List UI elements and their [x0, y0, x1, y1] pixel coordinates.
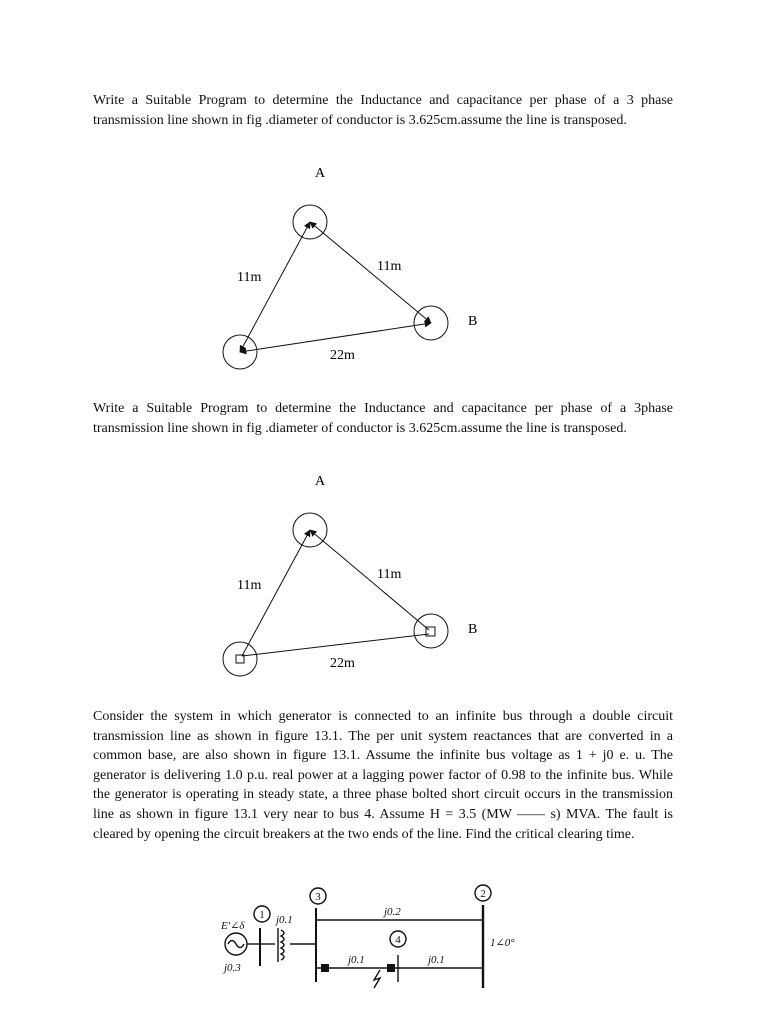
line-left-reactance: j0.1 [348, 954, 365, 966]
bus-2-number: 2 [480, 888, 486, 900]
problem-2-text: Write a Suitable Program to determine the Inductance and capacitance per phase of a 3phase transmission line shown in fig .diameter of conductor is 3.625cm.assume the line is transposed. [93, 401, 673, 436]
infinite-bus-voltage: 1∠0° [490, 937, 515, 949]
label-side-left: 11m [237, 270, 262, 285]
line-right-reactance: j0.1 [428, 954, 445, 966]
conductor-triangle-figure-1 [0, 160, 768, 380]
conductor-c [223, 642, 257, 676]
label-a: A [315, 166, 326, 181]
problem-1-text: Write a Suitable Program to determine the Inductance and capacitance per phase of a 3 phase transmission line shown in fig .diameter of conductor is 3.625cm.assume the line is transposed. [93, 93, 673, 128]
xfmr-reactance: j0.1 [276, 914, 293, 926]
breaker-left [321, 964, 329, 972]
gen-label: E'∠δ [221, 920, 245, 932]
bus-4-number: 4 [395, 934, 401, 946]
breaker-right [387, 964, 395, 972]
conductor-b [414, 614, 448, 648]
fault-symbol [374, 970, 380, 988]
label-side-left: 11m [237, 578, 262, 593]
transformer-coil [281, 930, 284, 960]
side-left [242, 530, 310, 656]
label-side-bottom: 22m [330, 656, 355, 671]
line-top-reactance: j0.2 [384, 906, 401, 918]
gen-reactance: j0.3 [224, 962, 241, 974]
side-bottom [242, 634, 429, 656]
side-right [310, 530, 429, 630]
label-side-right: 11m [377, 259, 402, 274]
label-b: B [468, 314, 478, 329]
label-a: A [315, 474, 326, 489]
problem-3-text: Consider the system in which generator is connected to an infinite bus through a double circuit transmission line as shown in figure 13.1. The per unit system reactances that are converted in a common base, are also shown in figure 13.1. Assume the infinite bus voltage as 1 + j0 e. u. The generator is delivering 1.0 p.u. real power at a lagging power factor of 0.98 to the infinite bus. While the generator is operating in steady state, a three phase bolted short circuit occurs in the transmission line as shown in figure 13.1 very near to bus 4. Assume H = 3.5 (MW —— s) MVA. The fault is cleared by opening the circuit breakers at the two ends of the line. Find the critical clearing time. [93, 709, 673, 842]
generator-sine [228, 941, 244, 948]
label-b: B [468, 622, 478, 637]
side-right [310, 222, 431, 323]
power-system-circuit-diagram [0, 880, 768, 1000]
label-side-bottom: 22m [330, 348, 355, 363]
bus-3-number: 3 [315, 891, 321, 903]
side-left [240, 222, 310, 352]
label-side-right: 11m [377, 567, 402, 582]
bus-1-number: 1 [259, 909, 265, 921]
conductor-triangle-figure-2 [0, 468, 768, 688]
